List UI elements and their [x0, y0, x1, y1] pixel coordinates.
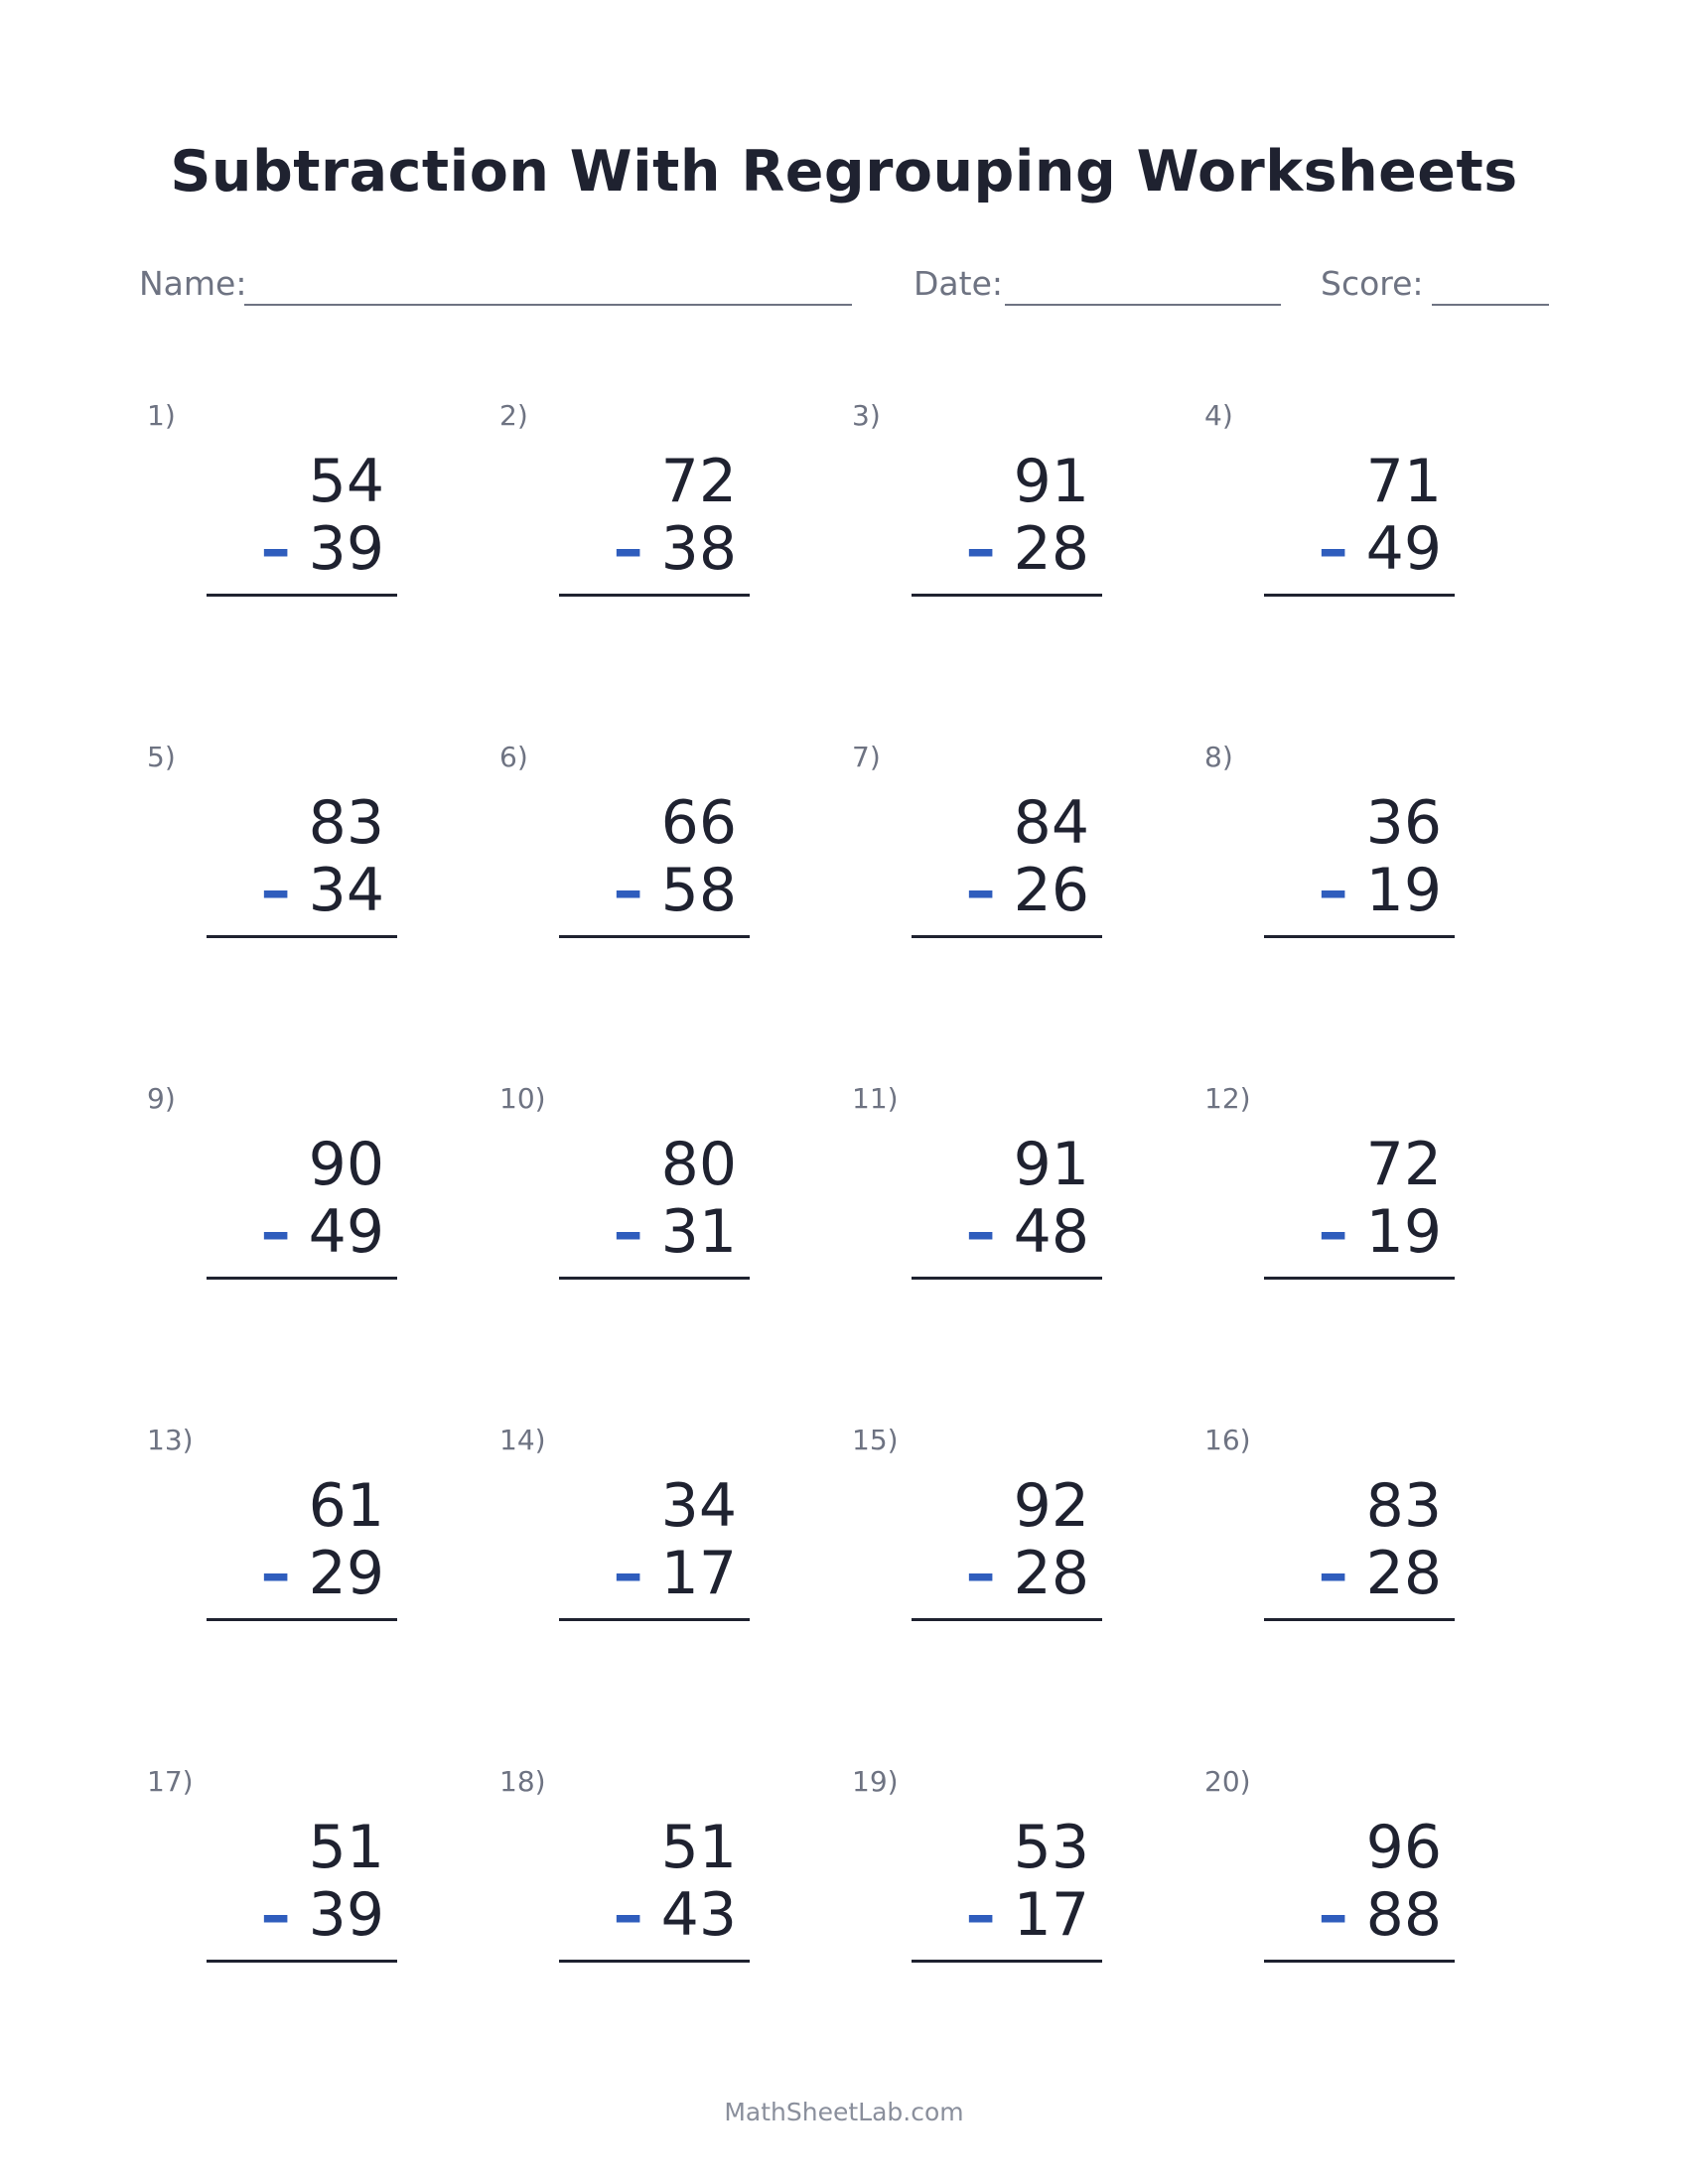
- answer-line[interactable]: [1264, 1960, 1455, 1963]
- answer-line[interactable]: [1264, 594, 1455, 597]
- minuend: 53: [1013, 1813, 1089, 1882]
- problem-item: [139, 399, 492, 627]
- subtrahend-row: [1243, 856, 1442, 925]
- answer-line[interactable]: [559, 1277, 750, 1280]
- subtrahend: 38: [660, 514, 737, 584]
- problem-number: 16): [1204, 1424, 1251, 1456]
- minus-sign: –: [965, 1539, 996, 1608]
- problem-number: 13): [147, 1424, 194, 1456]
- subtrahend: 26: [1013, 856, 1089, 925]
- subtrahend-row: [538, 856, 737, 925]
- subtrahend: 43: [660, 1880, 737, 1950]
- answer-line[interactable]: [559, 935, 750, 938]
- name-line[interactable]: [244, 304, 852, 306]
- minus-sign: –: [965, 1197, 996, 1267]
- problem-item: [1196, 1765, 1549, 1993]
- date-label: Date:: [914, 264, 1003, 303]
- problem-number: 3): [852, 399, 881, 432]
- subtrahend: 39: [308, 514, 384, 584]
- minuend: 72: [1365, 1130, 1442, 1199]
- problem-number: 11): [852, 1082, 899, 1115]
- minus-sign: –: [260, 1197, 291, 1267]
- minuend: 36: [1365, 788, 1442, 858]
- minus-sign: –: [613, 1880, 643, 1950]
- minus-sign: –: [260, 1880, 291, 1950]
- answer-line[interactable]: [912, 594, 1102, 597]
- minus-sign: –: [1318, 1880, 1348, 1950]
- minus-sign: –: [1318, 514, 1348, 584]
- subtrahend: 19: [1365, 1197, 1442, 1267]
- problem-item: [492, 399, 844, 627]
- subtrahend-row: [186, 514, 384, 584]
- problem-number: 2): [499, 399, 528, 432]
- answer-line[interactable]: [912, 1960, 1102, 1963]
- problem-item: [492, 1765, 844, 1993]
- minus-sign: –: [965, 514, 996, 584]
- subtrahend: 28: [1365, 1539, 1442, 1608]
- minuend: 34: [660, 1471, 737, 1541]
- subtrahend: 28: [1013, 1539, 1089, 1608]
- subtrahend: 49: [308, 1197, 384, 1267]
- answer-line[interactable]: [1264, 1618, 1455, 1621]
- problem-number: 1): [147, 399, 176, 432]
- date-line[interactable]: [1005, 304, 1281, 306]
- subtrahend-row: [1243, 1197, 1442, 1267]
- answer-line[interactable]: [207, 1618, 397, 1621]
- answer-line[interactable]: [1264, 935, 1455, 938]
- minuend: 71: [1365, 447, 1442, 516]
- minuend: 83: [1365, 1471, 1442, 1541]
- minuend: 72: [660, 447, 737, 516]
- score-line[interactable]: [1432, 304, 1549, 306]
- student-info-row: [0, 264, 1688, 314]
- minuend: 51: [660, 1813, 737, 1882]
- problem-number: 10): [499, 1082, 546, 1115]
- subtrahend: 39: [308, 1880, 384, 1950]
- minus-sign: –: [613, 1197, 643, 1267]
- footer-site: MathSheetLab.com: [724, 2098, 964, 2126]
- minuend: 80: [660, 1130, 737, 1199]
- problem-number: 4): [1204, 399, 1233, 432]
- problem-item: [492, 741, 844, 969]
- minuend: 90: [308, 1130, 384, 1199]
- subtrahend-row: [891, 514, 1089, 584]
- problem-item: [1196, 1082, 1549, 1310]
- subtrahend-row: [538, 514, 737, 584]
- subtrahend: 58: [660, 856, 737, 925]
- answer-line[interactable]: [559, 594, 750, 597]
- minus-sign: –: [613, 856, 643, 925]
- minuend: 91: [1013, 447, 1089, 516]
- answer-line[interactable]: [559, 1960, 750, 1963]
- subtrahend-row: [186, 1197, 384, 1267]
- minus-sign: –: [1318, 856, 1348, 925]
- problem-item: [844, 1765, 1196, 1993]
- problem-number: 19): [852, 1765, 899, 1798]
- subtrahend: 88: [1365, 1880, 1442, 1950]
- problem-item: [139, 1424, 492, 1652]
- subtrahend-row: [186, 1880, 384, 1950]
- minus-sign: –: [965, 856, 996, 925]
- subtrahend: 31: [660, 1197, 737, 1267]
- minus-sign: –: [613, 1539, 643, 1608]
- minus-sign: –: [260, 514, 291, 584]
- minus-sign: –: [613, 514, 643, 584]
- subtrahend-row: [1243, 1539, 1442, 1608]
- worksheet-title: Subtraction With Regrouping Worksheets: [170, 139, 1518, 205]
- minuend: 54: [308, 447, 384, 516]
- problem-number: 8): [1204, 741, 1233, 773]
- subtrahend-row: [1243, 514, 1442, 584]
- problem-number: 18): [499, 1765, 546, 1798]
- problem-item: [139, 1082, 492, 1310]
- subtrahend: 34: [308, 856, 384, 925]
- problem-number: 12): [1204, 1082, 1251, 1115]
- answer-line[interactable]: [1264, 1277, 1455, 1280]
- problem-item: [139, 741, 492, 969]
- subtrahend: 48: [1013, 1197, 1089, 1267]
- subtrahend: 17: [660, 1539, 737, 1608]
- minuend: 51: [308, 1813, 384, 1882]
- problem-number: 5): [147, 741, 176, 773]
- minuend: 84: [1013, 788, 1089, 858]
- subtrahend-row: [891, 856, 1089, 925]
- minuend: 61: [308, 1471, 384, 1541]
- subtrahend-row: [891, 1197, 1089, 1267]
- subtrahend: 28: [1013, 514, 1089, 584]
- problem-number: 15): [852, 1424, 899, 1456]
- problem-number: 9): [147, 1082, 176, 1115]
- subtrahend-row: [538, 1197, 737, 1267]
- minuend: 66: [660, 788, 737, 858]
- subtrahend-row: [1243, 1880, 1442, 1950]
- problem-number: 7): [852, 741, 881, 773]
- minus-sign: –: [260, 1539, 291, 1608]
- name-label: Name:: [139, 264, 247, 303]
- answer-line[interactable]: [207, 1277, 397, 1280]
- answer-line[interactable]: [207, 594, 397, 597]
- subtrahend-row: [891, 1539, 1089, 1608]
- problem-number: 6): [499, 741, 528, 773]
- minuend: 91: [1013, 1130, 1089, 1199]
- answer-line[interactable]: [559, 1618, 750, 1621]
- subtrahend-row: [538, 1880, 737, 1950]
- minus-sign: –: [965, 1880, 996, 1950]
- problem-item: [1196, 1424, 1549, 1652]
- minuend: 96: [1365, 1813, 1442, 1882]
- subtrahend: 29: [308, 1539, 384, 1608]
- answer-line[interactable]: [207, 935, 397, 938]
- subtrahend: 19: [1365, 856, 1442, 925]
- problem-item: [844, 741, 1196, 969]
- minuend: 83: [308, 788, 384, 858]
- score-label: Score:: [1321, 264, 1424, 303]
- answer-line[interactable]: [912, 935, 1102, 938]
- minus-sign: –: [1318, 1197, 1348, 1267]
- problem-item: [844, 1424, 1196, 1652]
- subtrahend-row: [186, 1539, 384, 1608]
- problem-item: [1196, 741, 1549, 969]
- subtrahend: 49: [1365, 514, 1442, 584]
- problem-number: 20): [1204, 1765, 1251, 1798]
- problem-number: 14): [499, 1424, 546, 1456]
- minus-sign: –: [1318, 1539, 1348, 1608]
- problem-item: [139, 1765, 492, 1993]
- subtrahend-row: [538, 1539, 737, 1608]
- minus-sign: –: [260, 856, 291, 925]
- problem-item: [1196, 399, 1549, 627]
- minuend: 92: [1013, 1471, 1089, 1541]
- subtrahend-row: [186, 856, 384, 925]
- problem-item: [492, 1424, 844, 1652]
- answer-line[interactable]: [912, 1618, 1102, 1621]
- problem-item: [844, 399, 1196, 627]
- answer-line[interactable]: [912, 1277, 1102, 1280]
- subtrahend: 17: [1013, 1880, 1089, 1950]
- answer-line[interactable]: [207, 1960, 397, 1963]
- problem-item: [844, 1082, 1196, 1310]
- problem-item: [492, 1082, 844, 1310]
- subtrahend-row: [891, 1880, 1089, 1950]
- problem-number: 17): [147, 1765, 194, 1798]
